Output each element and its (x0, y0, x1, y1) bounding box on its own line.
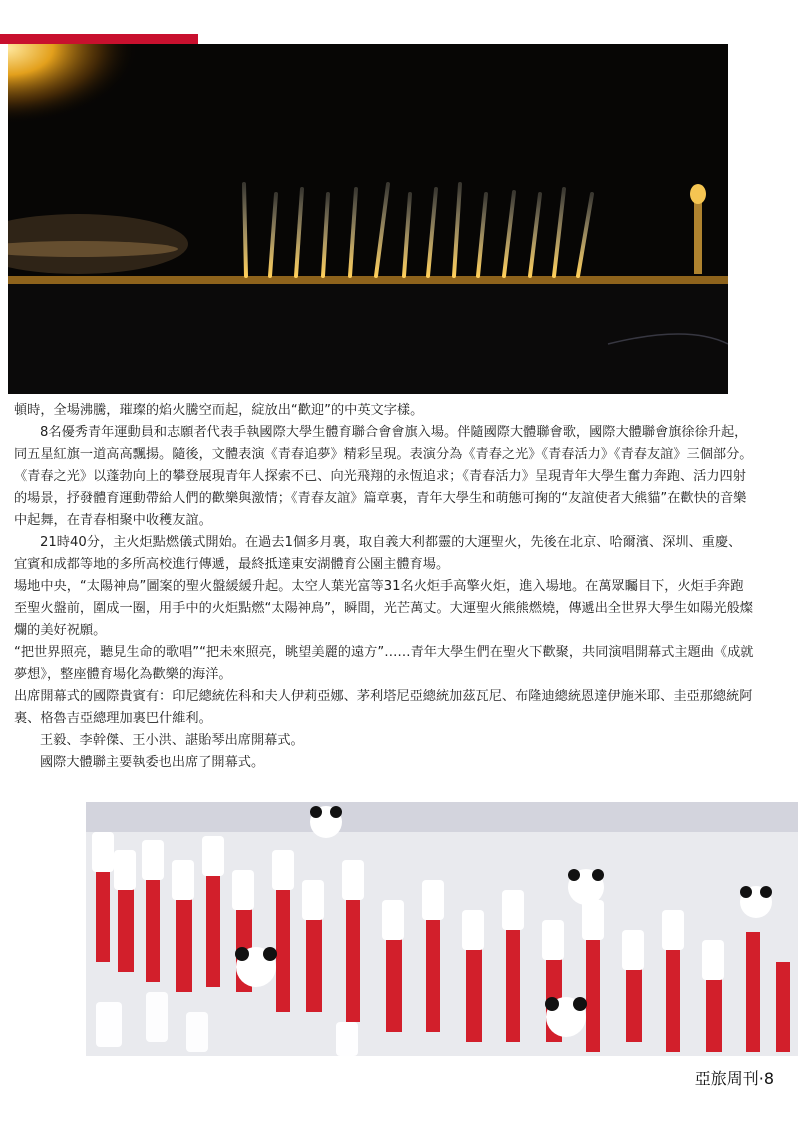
article-paragraph: “把世界照亮，聽見生命的歌唱”“把未來照亮，眺望美麗的遠方”……青年大學生們在聖火下歡聚，共同演唱開幕式主題曲《成就夢想》，整座體育場化為歡樂的海洋。 (14, 645, 754, 682)
article-paragraph: 頓時，全場沸騰，璀璨的焰火騰空而起，綻放出“歡迎”的中英文字樣。 (14, 403, 424, 418)
article-paragraph: 場地中央，“太陽神鳥”圖案的聖火盤緩緩升起。太空人葉光富等31名火炬手高擎火炬，進入場地。在萬眾矚目下，火炬手奔跑至聖火盤前，圍成一圈，用手中的火炬點燃“太陽神鳥”，瞬間，光芒萬丈。大運聖火熊熊燃燒，傳遞出全世界大學生如陽光般燦爛的美好祝願。 (14, 579, 753, 638)
article-paragraph: 國際大體聯主要執委也出席了開幕式。 (40, 755, 265, 770)
article-paragraph: 8名優秀青年運動員和志願者代表手執國際大學生體育聯合會會旗入場。伴隨國際大體聯會歌，國際大體聯會旗徐徐升起，同五星紅旗一道高高飄揚。隨後，文體表演《青春追夢》精彩呈現。表演分為《青春之光》《青春活力》《青春友誼》三個部分。《青春之光》以蓬勃向上的攀登展現青年人探索不已、向光飛翔的永恆追求；《青春活力》呈現青年大學生奮力奔跑、活力四射的場景，抒發體育運動帶給人們的歡樂與激情；《青春友誼》篇章裏，青年大學生和萌態可掬的“友誼使者大熊貓”在歡快的音樂中起舞，在青春相聚中收穫友誼。 (14, 425, 753, 528)
header-accent-bar (0, 34, 198, 44)
article-paragraph: 出席開幕式的國際貴賓有：印尼總統佐科和夫人伊莉亞娜、茅利塔尼亞總統加茲瓦尼、布隆迪總統恩達伊施米耶、圭亞那總統阿裏、格魯吉亞總理加裏巴什維利。 (14, 689, 753, 726)
footer-separator: · (758, 1069, 764, 1088)
article-paragraph: 王毅、李幹傑、王小洪、諶貽琴出席開幕式。 (40, 733, 304, 748)
photo-fireworks-stadium (8, 44, 728, 394)
publication-name: 亞旅周刊 (694, 1069, 759, 1088)
article-paragraph: 21時40分，主火炬點燃儀式開始。在過去1個多月裏，取自義大利都靈的大運聖火，先後在北京、哈爾濱、深圳、重慶、宜賓和成都等地的多所高校進行傳遞，最終抵達東安湖體育公園主體育場。 (14, 535, 742, 572)
article-body (14, 400, 754, 774)
page-number: 8 (763, 1069, 774, 1088)
page-footer (695, 1066, 774, 1089)
photo-athletes-parade (86, 802, 798, 1056)
